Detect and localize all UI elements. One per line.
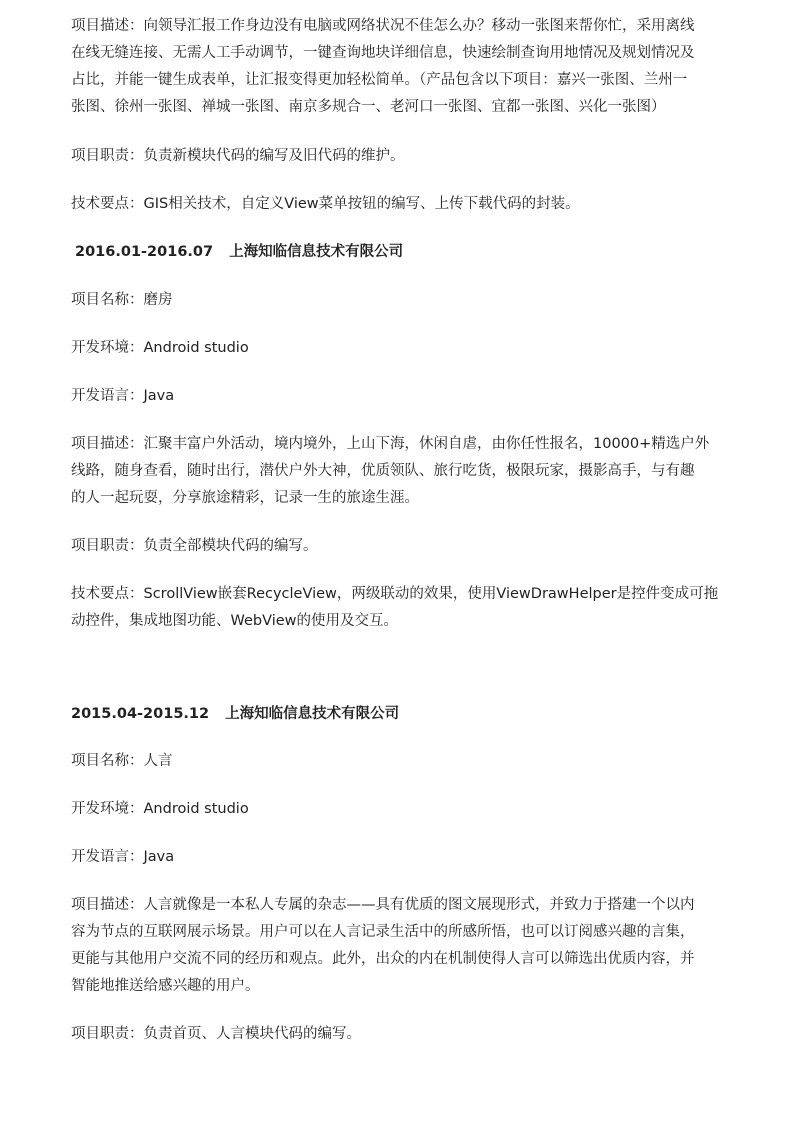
job-heading-2016 (75, 240, 735, 264)
job-period: 2016.01-2016.07 (75, 244, 214, 260)
project-desc-line: 项目描述：人言就像是一本私人专属的杂志——具有优质的图文展现形式，并致力于搭建一个以内 (71, 897, 695, 913)
project-desc-line: 线路，随身查看，随时出行，潜伏户外大神，优质领队、旅行吃货，极限玩家，摄影高手，与有趣 (71, 463, 695, 479)
project-desc-line: 项目描述：向领导汇报工作身边没有电脑或网络状况不佳怎么办？移动一张图来帮你忙，采用离线 (71, 18, 695, 34)
project-tech-line: 技术要点：ScrollView嵌套RecycleView，两级联动的效果，使用ViewDrawHelper是控件变成可拖 (71, 586, 719, 602)
project-desc-line: 项目描述：汇聚丰富户外活动，境内境外，上山下海，休闲自虐，由你任性报名，10000+精选户外 (71, 436, 710, 452)
project-desc-line: 智能地推送给感兴趣的用户。 (71, 978, 260, 994)
project-desc-line: 的人一起玩耍，分享旅途精彩，记录一生的旅途生涯。 (71, 490, 419, 506)
project-desc-line: 占比，并能一键生成表单，让汇报变得更加轻松简单。（产品包含以下项目：嘉兴一张图、兰州一 (71, 72, 688, 88)
project-lang: 开发语言：Java (71, 849, 175, 865)
project-name: 项目名称：磨房 (71, 292, 173, 308)
project-env: 开发环境：Android studio (71, 340, 249, 356)
project-desc-line: 张图、徐州一张图、禅城一张图、南京多规合一、老河口一张图、宜都一张图、兴化一张图） (71, 99, 666, 115)
project-env: 开发环境：Android studio (71, 801, 249, 817)
project-duty: 项目职责：负责首页、人言模块代码的编写。 (71, 1026, 361, 1042)
job-company: 上海知临信息技术有限公司 (225, 706, 400, 722)
project-tech-line: 动控件，集成地图功能、WebView的使用及交互。 (71, 613, 399, 629)
project-lang: 开发语言：Java (71, 388, 175, 404)
project-tech: 技术要点：GIS相关技术，自定义View菜单按钮的编写、上传下载代码的封装。 (71, 196, 580, 212)
job-period: 2015.04-2015.12 (71, 706, 210, 722)
project-desc-line: 更能与其他用户交流不同的经历和观点。此外，出众的内在机制使得人言可以筛选出优质内容，并 (71, 951, 695, 967)
job-heading-2015 (71, 702, 731, 726)
project-desc-line: 容为节点的互联网展示场景。用户可以在人言记录生活中的所感所悟，也可以订阅感兴趣的言集， (71, 924, 695, 940)
project-name: 项目名称：人言 (71, 753, 173, 769)
project-desc-line: 在线无缝连接、无需人工手动调节，一键查询地块详细信息，快速绘制查询用地情况及规划情况及 (71, 45, 695, 61)
project-duty: 项目职责：负责新模块代码的编写及旧代码的维护。 (71, 148, 405, 164)
project-duty: 项目职责：负责全部模块代码的编写。 (71, 538, 318, 554)
job-company: 上海知临信息技术有限公司 (229, 244, 404, 260)
